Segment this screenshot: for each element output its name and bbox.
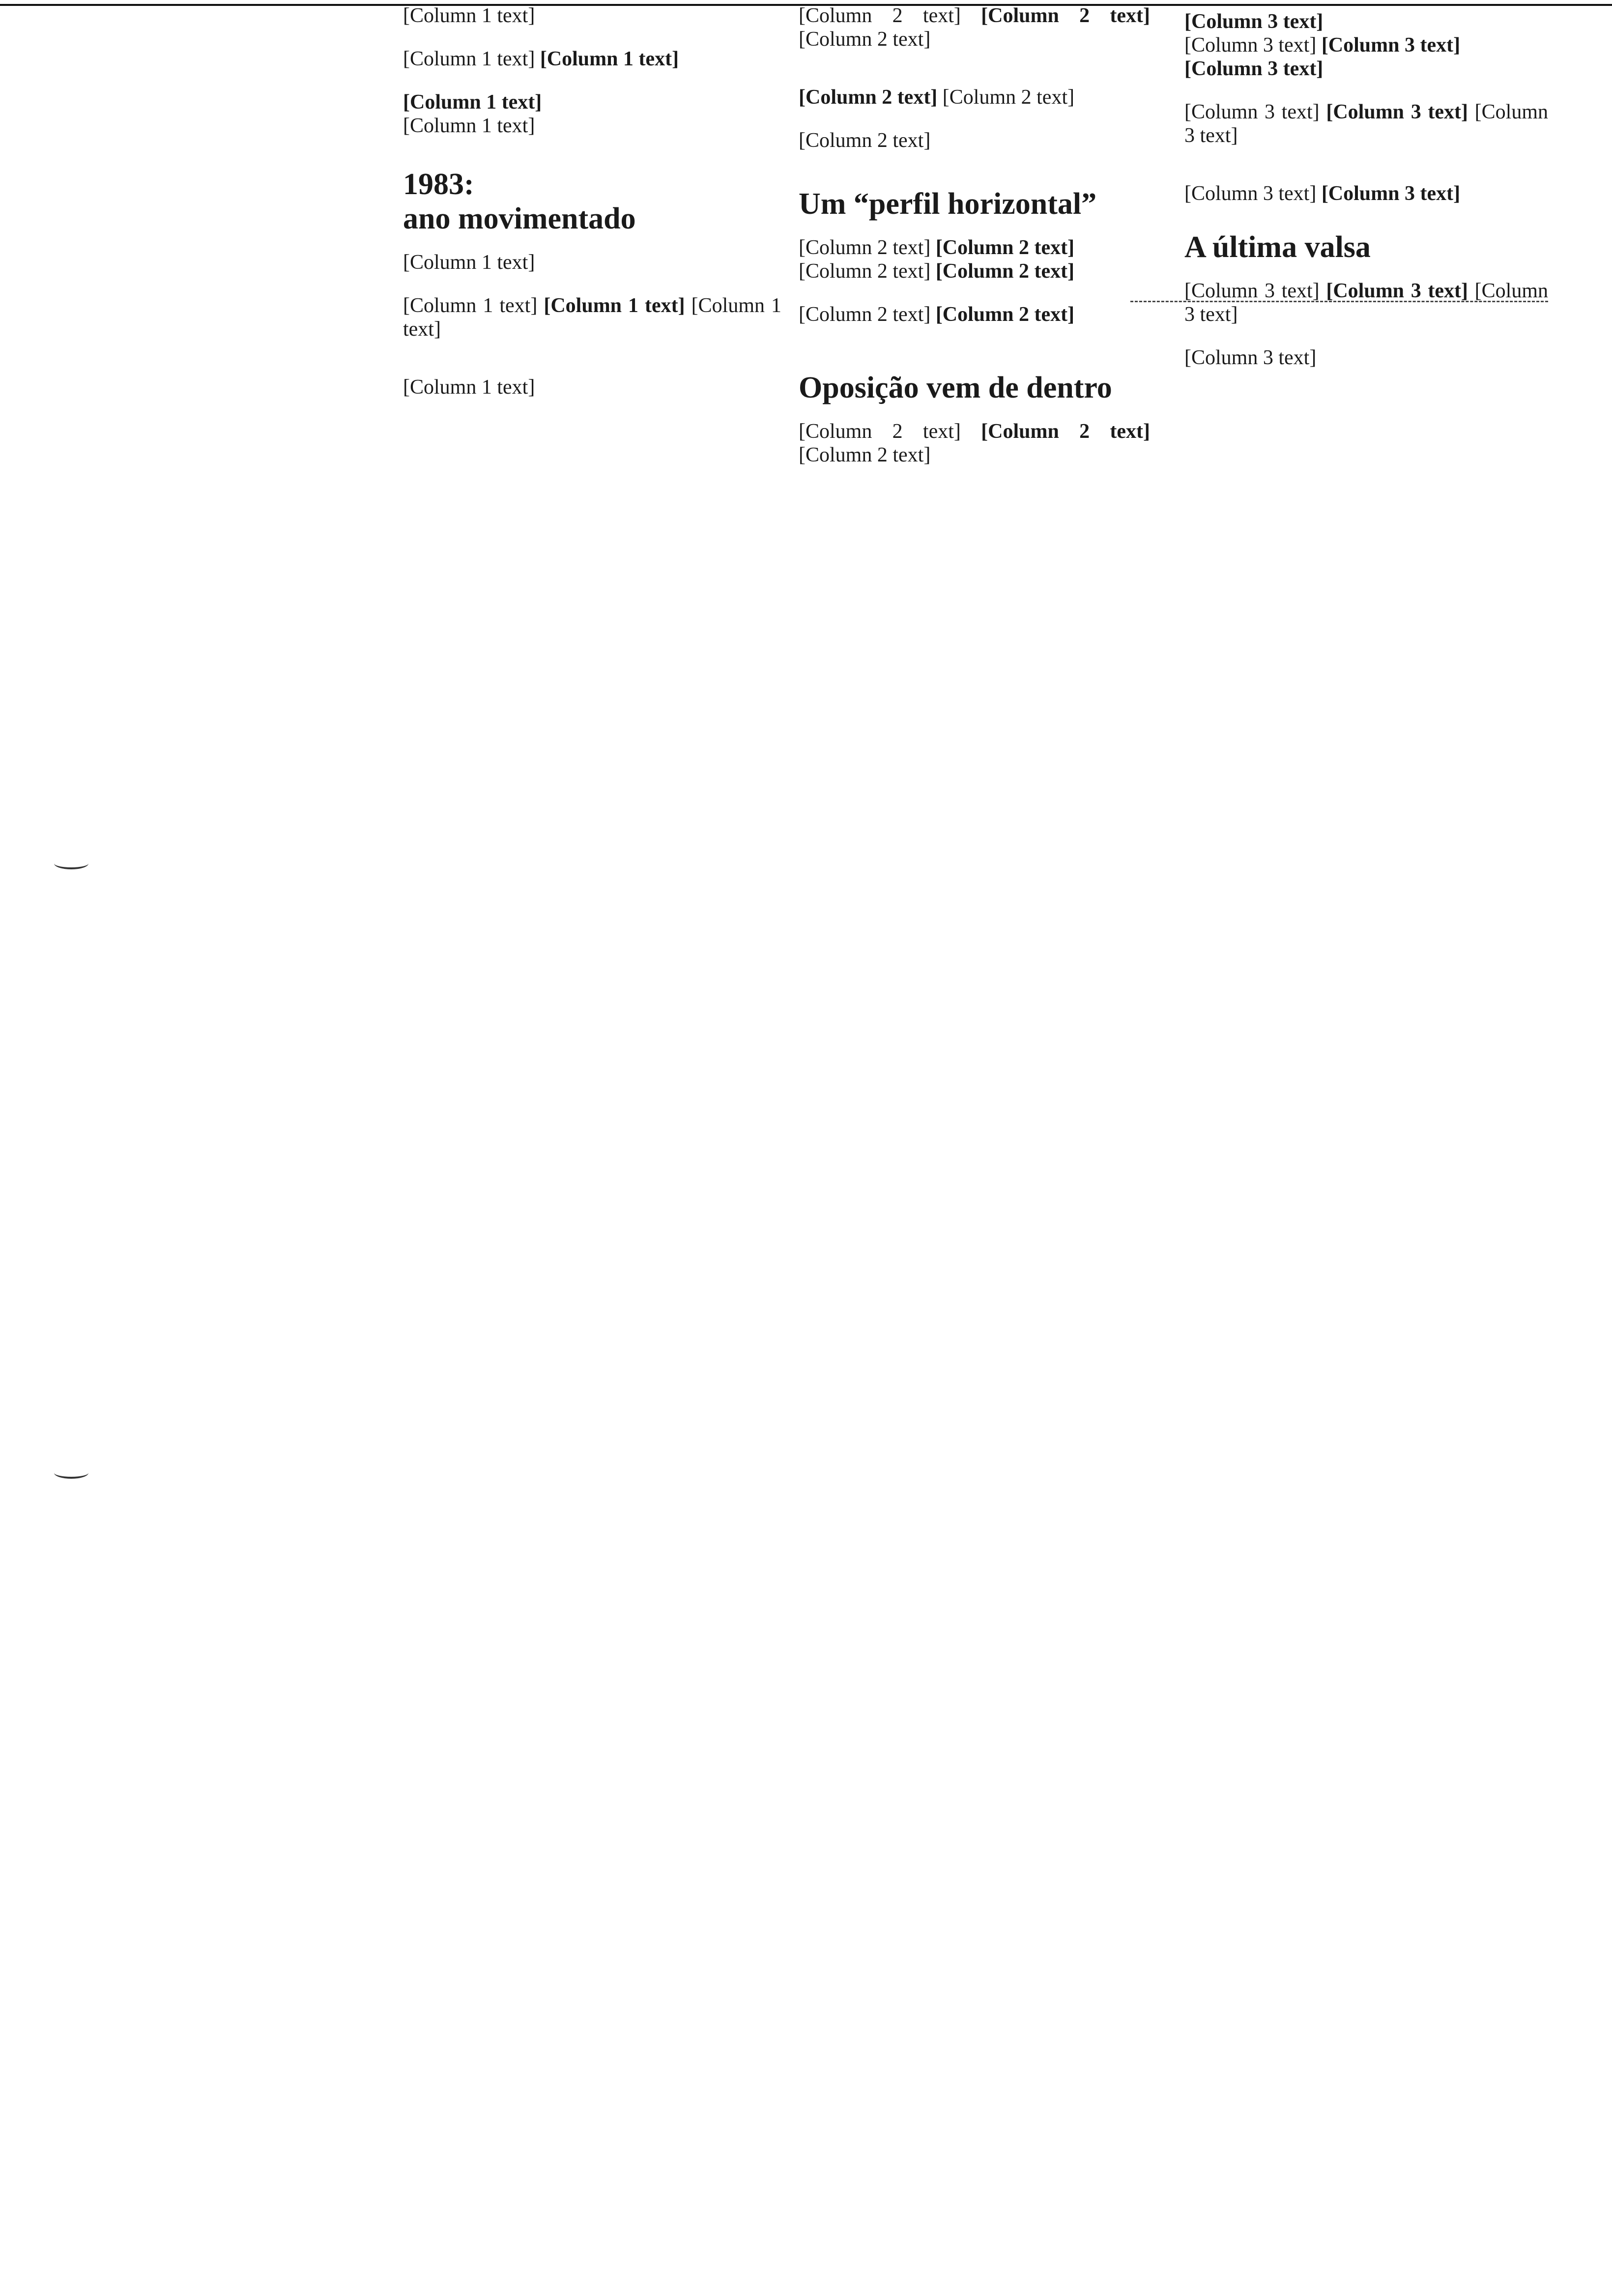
section-heading: Um “perfil horizontal” [799,187,1097,221]
paragraph-quote: [Column 2 text] [935,260,1075,283]
paragraph: [Column 1 text] [403,376,535,399]
paragraph-quote: [Column 1 text] [544,294,685,317]
section-heading-line: 1983: [403,168,474,201]
paragraph-quote: [Column 2 text] [981,420,1150,443]
paragraph-tail: [Column 2 text] [799,28,931,51]
paragraph [1184,10,1548,33]
paragraph [403,47,781,71]
paragraph [1184,182,1548,205]
section-heading-line: ano movimentado [403,202,636,235]
paragraph-tail: [Column 2 text] [942,86,1075,109]
paragraph-quote: [Column 3 text] [1321,182,1461,205]
paragraph-quote: [Column 1 text] [403,91,542,114]
paragraph [799,420,1150,467]
paragraph [1184,100,1548,147]
article-column-1 [403,0,781,2296]
paragraph-tail: [Column 1 text] [403,294,781,341]
paragraph [1184,57,1548,81]
paragraph [799,86,1150,109]
paragraph-quote: [Column 3 text] [1184,10,1324,33]
paragraph: [Column 1 text] [403,4,535,27]
paragraph [799,259,1150,283]
paragraph: [Column 2 text] [799,129,931,152]
paragraph-quote: [Column 1 text] [540,48,679,70]
paragraph-lead: [Column 2 text] [799,236,931,259]
paragraph-tail: [Column 3 text] [1184,101,1548,147]
paragraph [1184,279,1548,326]
margin-mark [54,858,88,869]
section-heading: Oposição vem de dentro [799,371,1112,404]
paragraph-lead: [Column 3 text] [1184,280,1320,302]
paragraph-quote: [Column 2 text] [981,4,1150,27]
paragraph-lead: [Column 3 text] [1184,182,1317,205]
paragraph-quote: [Column 3 text] [1321,34,1461,57]
paragraph-lead: [Column 2 text] [799,303,931,326]
paragraph-lead: [Column 1 text] [403,294,538,317]
paragraph-quote: [Column 3 text] [1184,57,1324,80]
paragraph-lead: [Column 3 text] [1184,101,1320,123]
paragraph [403,294,781,341]
paragraph-quote: [Column 2 text] [935,236,1075,259]
paragraph-lead: [Column 2 text] [799,420,961,443]
paragraph-quote: [Column 2 text] [935,303,1075,326]
paragraph [403,90,781,114]
margin-mark [54,1467,88,1479]
paragraph [799,236,1150,259]
section-heading [403,167,781,236]
paragraph-lead: [Column 3 text] [1184,34,1317,57]
paragraph: [Column 1 text] [403,251,535,274]
article-column-2 [799,0,1150,2296]
article-column-3 [1184,0,1548,2296]
paragraph: [Column 1 text] [403,115,535,137]
paragraph-quote: [Column 3 text] [1326,280,1468,302]
paragraph-lead: [Column 2 text] [799,4,961,27]
paragraph-quote: [Column 2 text] [799,86,938,109]
paragraph [799,303,1150,326]
paragraph-quote: [Column 3 text] [1326,101,1468,123]
paragraph: [Column 3 text] [1184,346,1317,369]
paragraph-tail: [Column 2 text] [799,444,931,466]
paragraph [799,4,1150,51]
paragraph-lead: [Column 1 text] [403,48,535,70]
paragraph-tail: [Column 3 text] [1184,280,1548,326]
paragraph [1184,33,1548,57]
section-heading: A última valsa [1184,230,1371,264]
paragraph-lead: [Column 2 text] [799,260,931,283]
